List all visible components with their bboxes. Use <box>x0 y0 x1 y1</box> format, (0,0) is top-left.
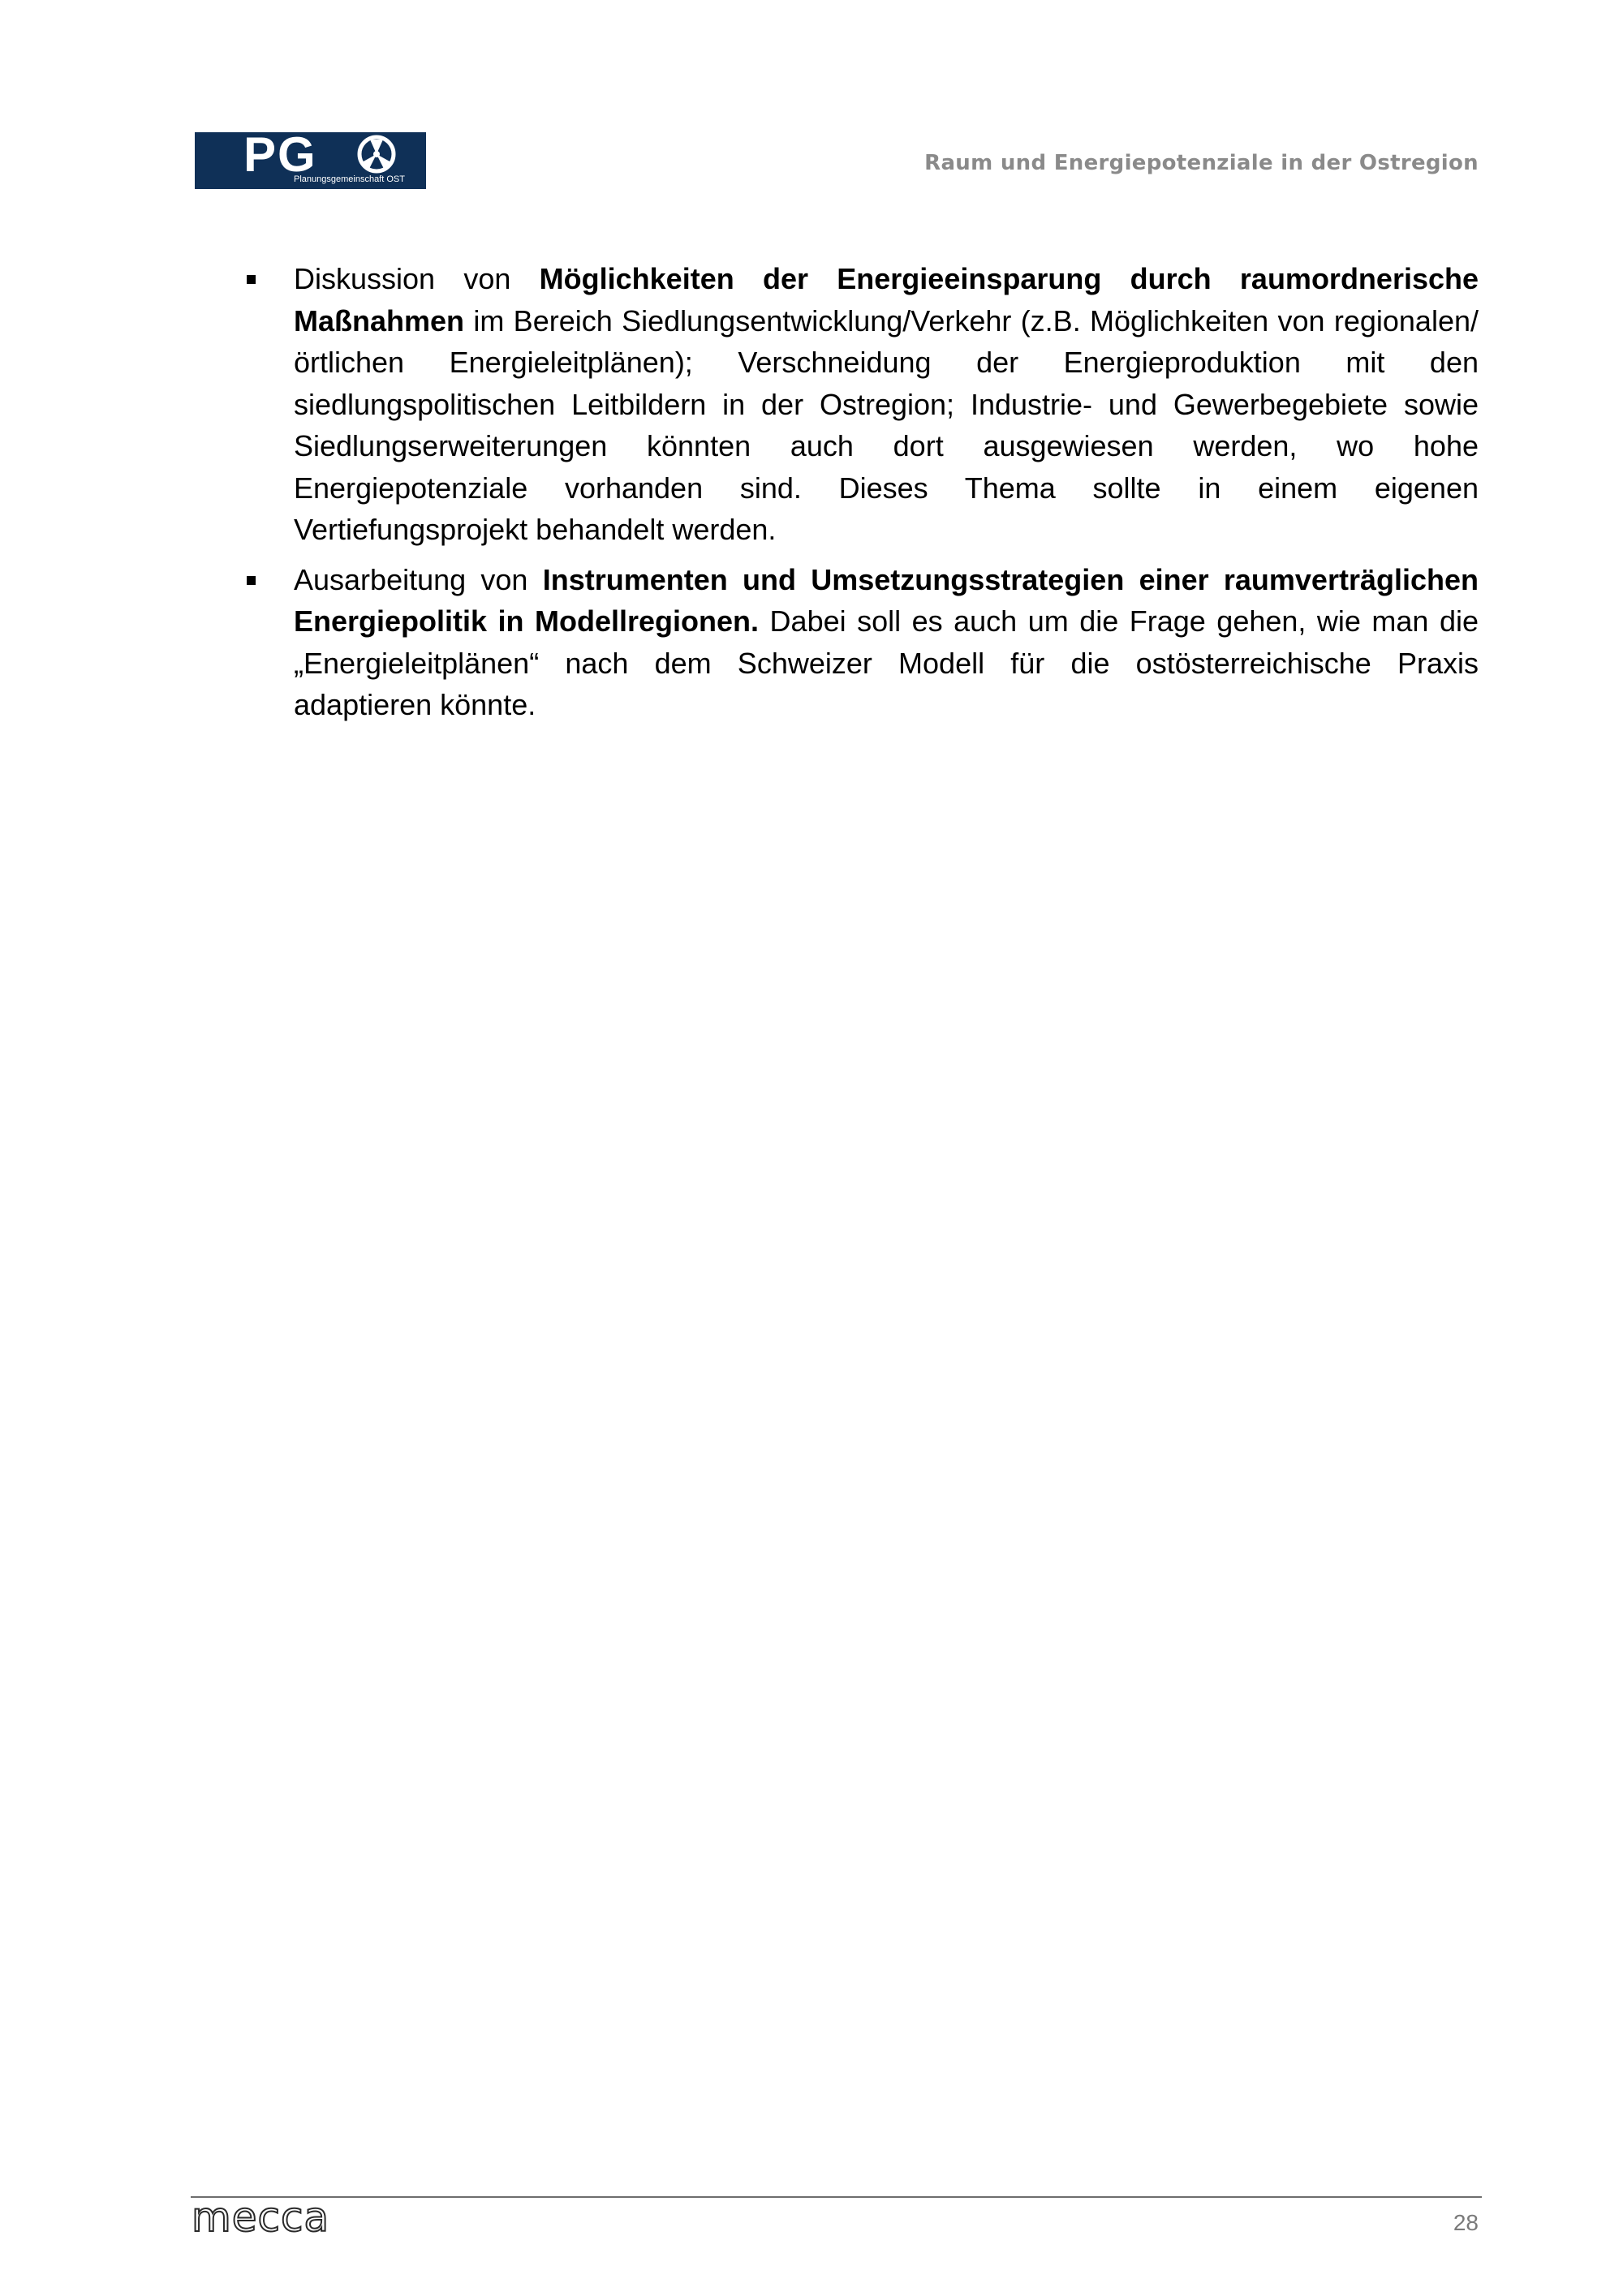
bold-text-segment: Instrumenten und Umsetzungsstrategien einer raumverträglichen Energiepolitik in Modellregionen. <box>294 562 1479 638</box>
logo-letters: PG <box>243 127 317 182</box>
text-segment: Ausarbeitung von <box>294 562 543 596</box>
square-bullet-icon <box>247 576 256 585</box>
list-item <box>243 258 1479 551</box>
page-number: 28 <box>1453 2210 1479 2235</box>
mecca-logo <box>192 2199 370 2239</box>
text-segment: Dabei soll es auch um die Frage gehen, wie man die „Energieleitplänen“ nach dem Schweizer Modell für die ostösterreichische Praxis adaptieren könnte. <box>294 604 1479 721</box>
list-item-text <box>294 258 1479 551</box>
bullet-list <box>243 258 1479 734</box>
logo-subtitle: Planungsgemeinschaft OST <box>294 174 405 184</box>
text-segment: Diskussion von <box>294 262 540 295</box>
bold-text-segment: Möglichkeiten der Energieeinsparung durch raumordnerische Maßnahmen <box>294 262 1479 338</box>
square-bullet-icon <box>247 275 256 284</box>
propeller-icon <box>357 135 396 174</box>
text-segment: im Bereich Siedlungsentwicklung/Verkehr (z.B. Möglichkeiten von regionalen/örtlichen Energieleitplänen); Verschneidung der Energieproduktion mit den siedlungspolitischen Leitbildern in der Ostregion; Industrie- und Gewerbegebiete sowie Siedlungserweiterungen könnten auch dort ausgewiesen werden, wo hohe Energiepotenziale vorhanden sind. Dieses Thema sollte in einem eigenen Vertiefungsprojekt behandelt werden. <box>294 303 1479 546</box>
list-item <box>243 559 1479 726</box>
mecca-logo-text: mecca <box>192 2199 330 2239</box>
footer-divider <box>191 2196 1482 2198</box>
pg-logo <box>195 127 426 189</box>
list-item-text <box>294 559 1479 726</box>
running-title: Raum und Energiepotenziale in der Ostregion <box>924 151 1479 175</box>
